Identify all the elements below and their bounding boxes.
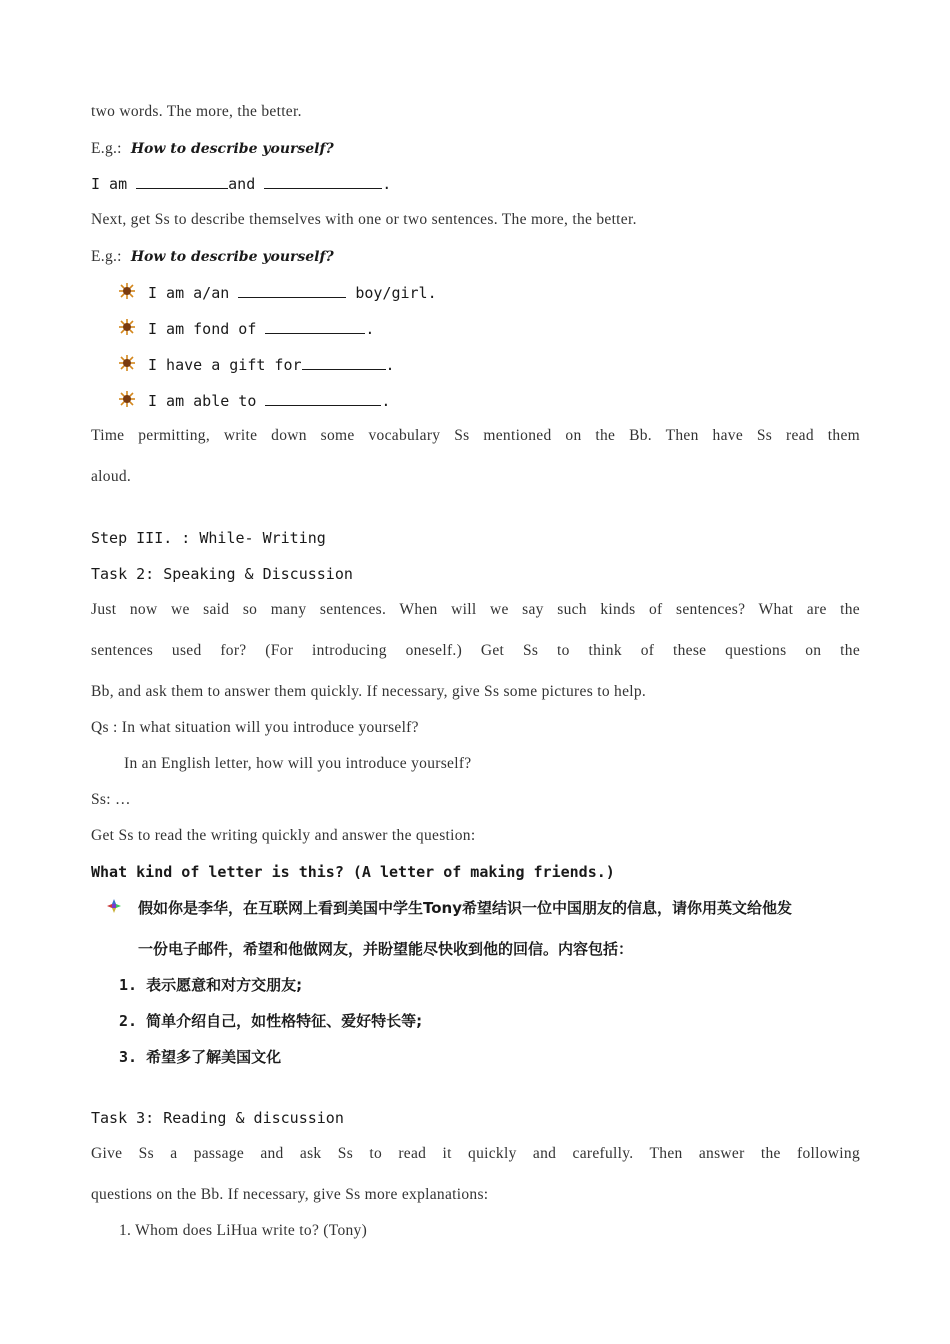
item-number: 1.	[119, 1222, 132, 1239]
blank-line	[302, 355, 386, 370]
text-line: Give Ss a passage and ask Ss to read it quickly and carefully. Then answer the following	[91, 1145, 860, 1162]
example-line	[91, 246, 334, 267]
sunburst-bullet-icon	[119, 319, 135, 335]
text-line: sentences used for? (For introducing oneself.) Get Ss to think of these questions on the	[91, 642, 860, 659]
fill-text: I am	[91, 175, 128, 193]
text-line: two words. The more, the better.	[91, 103, 302, 120]
fill-text: I have a gift for	[148, 356, 302, 374]
bullet-item	[148, 319, 374, 339]
text-line: Next, get Ss to describe themselves with one or two sentences. The more, the better.	[91, 211, 637, 228]
numbered-item	[119, 1047, 281, 1067]
text-line: aloud.	[91, 468, 132, 485]
fill-text: and	[228, 175, 256, 193]
sunburst-bullet-icon	[119, 355, 135, 371]
chinese-task-line: 假如你是李华，在互联网上看到美国中学生Tony希望结识一位中国朋友的信息，请你用英文给他发	[138, 899, 793, 917]
bullet-item	[148, 283, 437, 303]
example-prefix: E.g.:	[91, 248, 122, 265]
text-line: questions on the Bb. If necessary, give Ss more explanations:	[91, 1186, 489, 1203]
item-text: 简单介绍自己，如性格特征、爱好特长等;	[146, 1012, 423, 1030]
item-text: 表示愿意和对方交朋友;	[146, 976, 303, 994]
fill-text: .	[365, 320, 375, 338]
bullet-item	[148, 391, 390, 411]
numbered-item	[119, 1011, 422, 1031]
blank-line	[264, 174, 382, 189]
fill-text: .	[382, 175, 392, 193]
task-heading: Task 3: Reading & discussion	[91, 1109, 344, 1127]
fill-text: I am a/an	[148, 284, 230, 302]
example-line	[91, 138, 334, 159]
bold-question: What kind of letter is this? (A letter of making friends.)	[91, 863, 615, 881]
bullet-item	[148, 355, 395, 375]
fill-text: I am able to	[148, 392, 257, 410]
chinese-task-line: 一份电子邮件，希望和他做网友，并盼望能尽快收到他的回信。内容包括：	[138, 940, 634, 958]
blank-line	[238, 283, 346, 298]
item-number: 2.	[119, 1012, 138, 1030]
text-line: Just now we said so many sentences. When will we say such kinds of sentences? What are the	[91, 601, 860, 618]
example-question: How to describe yourself?	[130, 249, 334, 265]
example-question: How to describe yourself?	[130, 141, 334, 157]
colored-arrow-bullet-icon	[106, 898, 122, 914]
fill-text: I am fond of	[148, 320, 257, 338]
fill-text: .	[385, 356, 395, 374]
item-number: 1.	[119, 976, 138, 994]
fill-in-line	[91, 174, 391, 194]
text-line: Time permitting, write down some vocabulary Ss mentioned on the Bb. Then have Ss read them	[91, 427, 860, 444]
answer-line: Ss: …	[91, 791, 131, 808]
fill-text: .	[381, 392, 391, 410]
sunburst-bullet-icon	[119, 283, 135, 299]
section-heading: Step III. : While- Writing	[91, 529, 326, 547]
item-number: 3.	[119, 1048, 138, 1066]
item-text: Whom does LiHua write to? (Tony)	[135, 1222, 368, 1239]
question-line: In an English letter, how will you introduce yourself?	[124, 755, 472, 772]
task-heading: Task 2: Speaking & Discussion	[91, 565, 353, 583]
fill-text: boy/girl.	[355, 284, 437, 302]
text-line: Get Ss to read the writing quickly and answer the question:	[91, 827, 476, 844]
text-line: Bb, and ask them to answer them quickly. If necessary, give Ss some pictures to help.	[91, 683, 647, 700]
sunburst-bullet-icon	[119, 391, 135, 407]
blank-line	[265, 391, 381, 406]
blank-line	[265, 319, 365, 334]
item-text: 希望多了解美国文化	[146, 1048, 282, 1066]
numbered-item	[119, 975, 302, 995]
example-prefix: E.g.:	[91, 140, 122, 157]
blank-line	[136, 174, 228, 189]
question-line: Qs : In what situation will you introduce yourself?	[91, 719, 419, 736]
numbered-question	[119, 1221, 367, 1241]
